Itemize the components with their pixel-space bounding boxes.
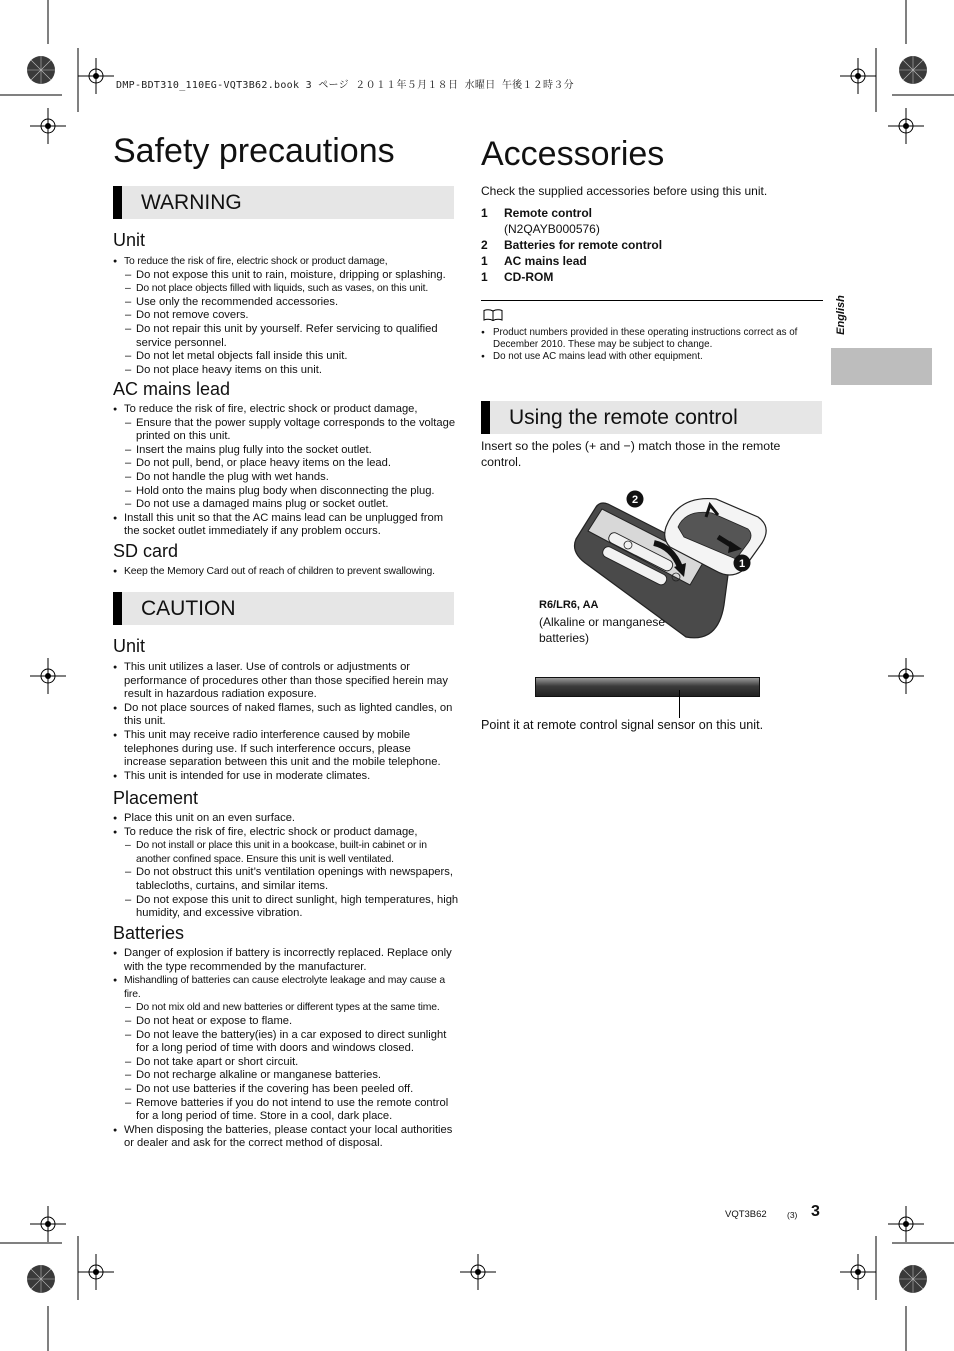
warning-heading: WARNING: [113, 186, 454, 219]
battery-type: R6/LR6, AA: [539, 599, 599, 611]
list-item: – Do not let metal objects fall inside this unit.: [124, 350, 459, 364]
list-item: ● Install this unit so that the AC mains lead can be unplugged from the socket outlet immediately if any problem occurs.: [113, 512, 459, 539]
sensor-pointer-line: [679, 690, 680, 718]
page-ref: (3): [787, 1210, 798, 1220]
list-item: ● Do not use AC mains lead with other equipment.: [481, 351, 823, 363]
registration-target-icon: [886, 1204, 926, 1244]
list-item: – Do not place objects filled with liquids, such as vases, on this unit.: [124, 282, 459, 296]
sdcard-heading: SD card: [113, 541, 179, 561]
unit-front-panel: [535, 677, 760, 697]
list-item: 1 Remote control (N2QAYB000576): [481, 206, 600, 236]
placement-list: [113, 812, 459, 921]
registration-target-icon: [838, 56, 878, 96]
list-item: ● To reduce the risk of fire, electric shock or product damage, – Do not expose this unit to rain, moisture, dripping or splashing. – Do not place objects filled with liquids, such as vases, on this unit. – Use only the recommended accessories. – Do not remove covers. – Do not repair this unit by yourself. Refer servicing to qualified service personnel. – Do not let metal objects fall inside this unit. – Do not place heavy items on this unit.: [113, 255, 459, 377]
list-item: – Do not obstruct this unit’s ventilation openings with newspapers, tablecloths, curtains, and similar items.: [124, 866, 459, 893]
list-item: – Do not pull, bend, or place heavy items on the lead.: [124, 457, 459, 471]
list-item: ● Keep the Memory Card out of reach of children to prevent swallowing.: [113, 565, 459, 579]
list-item: – Insert the mains plug fully into the socket outlet.: [124, 444, 459, 458]
list-item: ● This unit is intended for use in moderate climates.: [113, 770, 455, 784]
list-item: – Do not heat or expose to flame.: [124, 1015, 459, 1029]
registration-target-icon: [76, 1252, 116, 1292]
list-item: – Remove batteries if you do not intend to use the remote control for a long period of time. Store in a cool, dark place.: [124, 1097, 459, 1124]
list-item: – Use only the recommended accessories.: [124, 296, 459, 310]
mains-list: [113, 403, 459, 539]
list-item: – Do not repair this unit by yourself. Refer servicing to qualified service personnel.: [124, 323, 459, 350]
page-number: 3: [811, 1203, 820, 1220]
step-1-icon: [733, 554, 751, 572]
step-2-number: 2: [631, 494, 639, 506]
side-tab-block: [831, 348, 932, 385]
warning-unit-heading: Unit: [113, 230, 146, 250]
list-item: – Do not take apart or short circuit.: [124, 1056, 459, 1070]
warning-unit-list: [113, 255, 459, 377]
list-item: ● This unit may receive radio interference caused by mobile telephones during use. If such interference occurs, please increase separation between this unit and the mobile telephone.: [113, 729, 455, 770]
registration-target-icon: [886, 656, 926, 696]
registration-target-icon: [838, 1252, 878, 1292]
mains-heading: AC mains lead: [113, 379, 231, 399]
side-tab-label: English: [835, 295, 847, 335]
step-1-number: 1: [738, 558, 746, 570]
pointing-instruction: Point it at remote control signal sensor on this unit.: [481, 718, 764, 732]
list-item: ● Mishandling of batteries can cause electrolyte leakage and may cause a fire. – Do not mix old and new batteries or different types at the same time. – Do not heat or expose to flame. – Do not leave the battery(ies) in a car exposed to direct sunlight for a long period of time with doors and windows closed. – Do not take apart or short circuit. – Do not recharge alkaline or manganese batteries. – Do not use batteries if the covering has been peeled off. – Remove batteries if you do not intend to use the remote control for a long period of time. Store in a cool, dark place.: [113, 974, 459, 1124]
list-item: – Do not install or place this unit in a bookcase, built-in cabinet or in another confined space. Ensure this unit is well ventilated.: [124, 839, 459, 866]
list-item: – Do not recharge alkaline or manganese batteries.: [124, 1069, 459, 1083]
list-item: – Do not expose this unit to direct sunlight, high temperatures, high humidity, and excessive vibration.: [124, 894, 459, 921]
list-item: – Do not place heavy items on this unit.: [124, 364, 459, 378]
safety-title: Safety precautions: [113, 132, 395, 170]
registration-target-icon: [28, 1204, 68, 1244]
caution-unit-heading: Unit: [113, 636, 146, 656]
list-item: ● Place this unit on an even surface.: [113, 812, 459, 826]
registration-target-icon: [458, 1252, 498, 1292]
registration-target-icon: [76, 56, 116, 96]
list-item: ● Danger of explosion if battery is incorrectly replaced. Replace only with the type recommended by the manufacturer.: [113, 947, 459, 974]
list-item: – Do not use a damaged mains plug or socket outlet.: [124, 498, 459, 512]
list-item: – Do not expose this unit to rain, moisture, dripping or splashing.: [124, 269, 459, 283]
step-2-icon: [626, 490, 644, 508]
list-item: ● Product numbers provided in these operating instructions correct as of December 2010. These may be subject to change.: [481, 327, 823, 351]
caution-heading: CAUTION: [113, 592, 454, 625]
notes-list: [481, 327, 823, 364]
sdcard-list: [113, 565, 459, 579]
color-wheel-icon: [898, 55, 928, 85]
list-item: – Do not leave the battery(ies) in a car exposed to direct sunlight for a long period of time with doors and windows closed.: [124, 1029, 459, 1056]
caution-unit-list: [113, 661, 455, 783]
registration-target-icon: [28, 656, 68, 696]
batteries-heading: Batteries: [113, 923, 185, 943]
list-item: 2 Batteries for remote control: [481, 238, 663, 252]
registration-target-icon: [28, 106, 68, 146]
placement-heading: Placement: [113, 788, 199, 808]
list-item: ● To reduce the risk of fire, electric shock or product damage, – Ensure that the power supply voltage corresponds to the voltage printed on this unit. – Insert the mains plug fully into the socket outlet. – Do not pull, bend, or place heavy items on the lead. – Do not handle the plug with wet hands. – Hold onto the mains plug body when disconnecting the plug. – Do not use a damaged mains plug or socket outlet.: [113, 403, 459, 512]
color-wheel-icon: [26, 55, 56, 85]
list-item: – Do not remove covers.: [124, 309, 459, 323]
accessories-title: Accessories: [481, 135, 665, 173]
accessories-intro: Check the supplied accessories before using this unit.: [481, 184, 768, 198]
list-item: ● This unit utilizes a laser. Use of controls or adjustments or performance of procedures other than those specified herein may result in hazardous radiation exposure.: [113, 661, 455, 702]
batteries-list: [113, 947, 459, 1151]
list-item: – Ensure that the power supply voltage corresponds to the voltage printed on this unit.: [124, 417, 459, 444]
list-item: 1 AC mains lead: [481, 254, 587, 268]
battery-note: (Alkaline or manganese batteries): [539, 615, 666, 645]
file-header: DMP-BDT310_110EG-VQT3B62.book 3 ページ ２０１１年５月１８日 水曜日 午後１２時３分: [116, 80, 574, 91]
color-wheel-icon: [898, 1264, 928, 1294]
registration-target-icon: [886, 106, 926, 146]
doc-code: VQT3B62: [725, 1209, 767, 1220]
accessories-list: [481, 205, 662, 285]
list-item: 1 CD-ROM: [481, 270, 554, 284]
remote-instruction: Insert so the poles (+ and −) match those in the remote control.: [481, 439, 781, 469]
list-item: – Do not mix old and new batteries or different types at the same time.: [124, 1001, 459, 1015]
list-item: ● When disposing the batteries, please contact your local authorities or dealer and ask for the correct method of disposal.: [113, 1124, 459, 1151]
list-item: – Hold onto the mains plug body when disconnecting the plug.: [124, 485, 459, 499]
note-book-icon: [483, 309, 503, 321]
list-item: – Do not handle the plug with wet hands.: [124, 471, 459, 485]
side-tab: [834, 292, 848, 338]
notes-divider: [481, 300, 823, 301]
list-item: – Do not use batteries if the covering has been peeled off.: [124, 1083, 459, 1097]
list-item: ● Do not place sources of naked flames, such as lighted candles, on this unit.: [113, 702, 455, 729]
list-item: ● To reduce the risk of fire, electric shock or product damage, – Do not install or place this unit in a bookcase, built-in cabinet or in another confined space. Ensure this unit is well ventilated. – Do not obstruct this unit’s ventilation openings with newspapers, tablecloths, curtains, and similar items. – Do not expose this unit to direct sunlight, high temperatures, high humidity, and excessive vibration.: [113, 826, 459, 921]
remote-heading: Using the remote control: [481, 401, 822, 434]
color-wheel-icon: [26, 1264, 56, 1294]
